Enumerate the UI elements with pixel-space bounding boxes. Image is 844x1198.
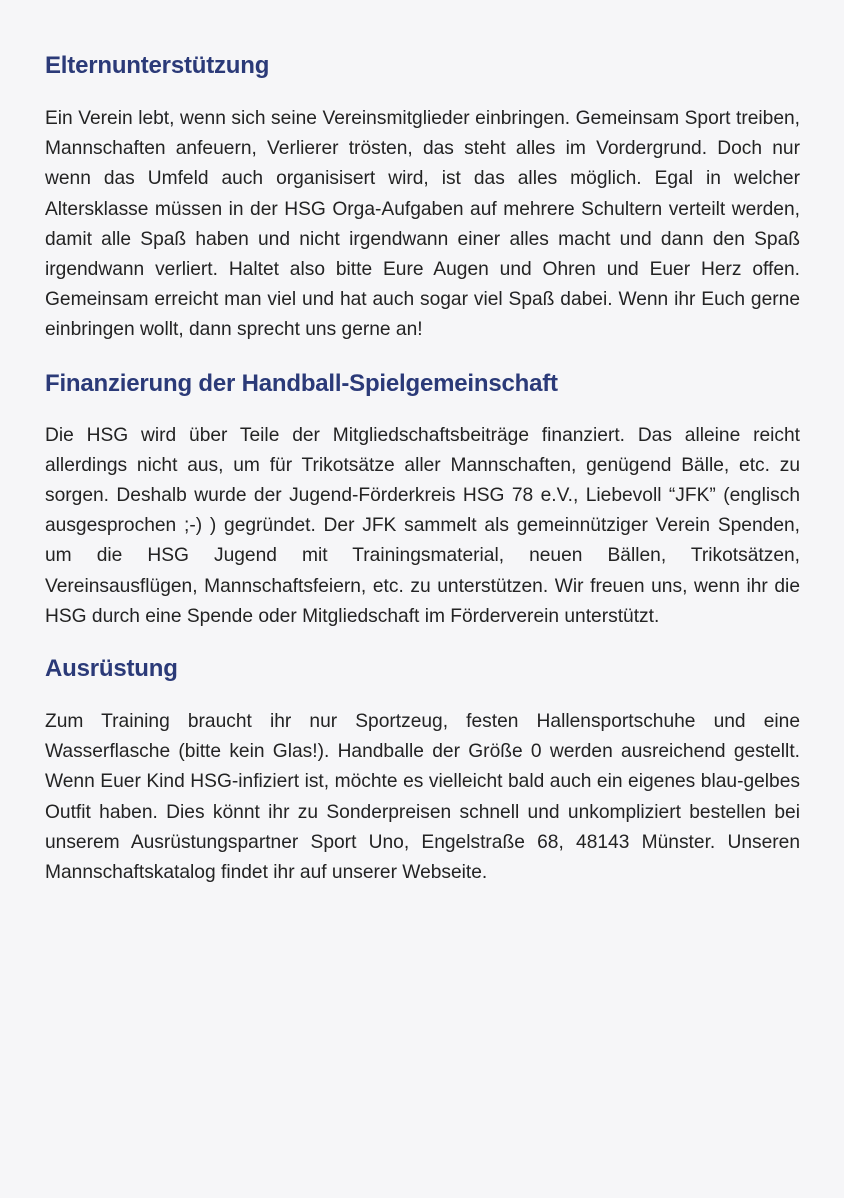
section-elternunterstuetzung [45,48,800,346]
section-paragraph: Die HSG wird über Teile der Mitgliedschaftsbeiträge finanziert. Das alleine reicht allerdings nicht aus, um für Trikotsätze aller Mannschaften, genügend Bälle, etc. zu sorgen. Deshalb wurde der Jugend-Förderkreis HSG 78 e.V., Liebevoll “JFK” (englisch ausgesprochen ;-) ) gegründet. Der JFK sammelt als gemeinnütziger Verein Spenden, um die HSG Jugend mit Trainingsmaterial, neuen Bällen, Trikotsätzen, Vereinsausflügen, Mannschaftsfeiern, etc. zu unterstützen. Wir freuen uns, wenn ihr die HSG durch eine Spende oder Mitgliedschaft im Förderverein unterstützt. [45,424,800,627]
section-finanzierung [45,366,800,632]
section-heading: Ausrüstung [45,655,178,683]
section-heading: Finanzierung der Handball-Spielgemeinschaft [45,369,558,397]
section-paragraph: Zum Training braucht ihr nur Sportzeug, festen Hallensportschuhe und eine Wasserflasche (bitte kein Glas!). Handballe der Größe 0 werden ausreichend gestellt. Wenn Euer Kind HSG-infiziert ist, möchte es vielleicht bald auch ein eigenes blau-gelbes Outfit haben. Dies könnt ihr zu Sonderpreisen schnell und unkompliziert bestellen bei unserem Ausrüstungspartner Sport Uno, Engelstraße 68, 48143 Münster. Unseren Mannschaftskatalog findet ihr auf unserer Webseite. [45,711,800,884]
section-ausruestung [45,651,800,888]
section-heading: Elternunterstützung [45,52,270,79]
section-paragraph: Ein Verein lebt, wenn sich seine Vereinsmitglieder einbringen. Gemeinsam Sport treiben, Mannschaften anfeuern, Verlierer trösten, das steht alles im Vordergrund. Doch nur wenn das Umfeld auch organisisert wird, ist das alles möglich. Egal in welcher Altersklasse müssen in der HSG Orga-Aufgaben auf mehrere Schultern verteilt werden, damit alle Spaß haben und nicht irgendwann einer alles macht und dann den Spaß irgendwann verliert. Haltet also bitte Eure Augen und Ohren und Euer Herz offen. Gemeinsam erreicht man viel und hat auch sogar viel Spaß dabei. Wenn ihr Euch gerne einbringen wollt, dann sprecht uns gerne an! [45,108,800,341]
